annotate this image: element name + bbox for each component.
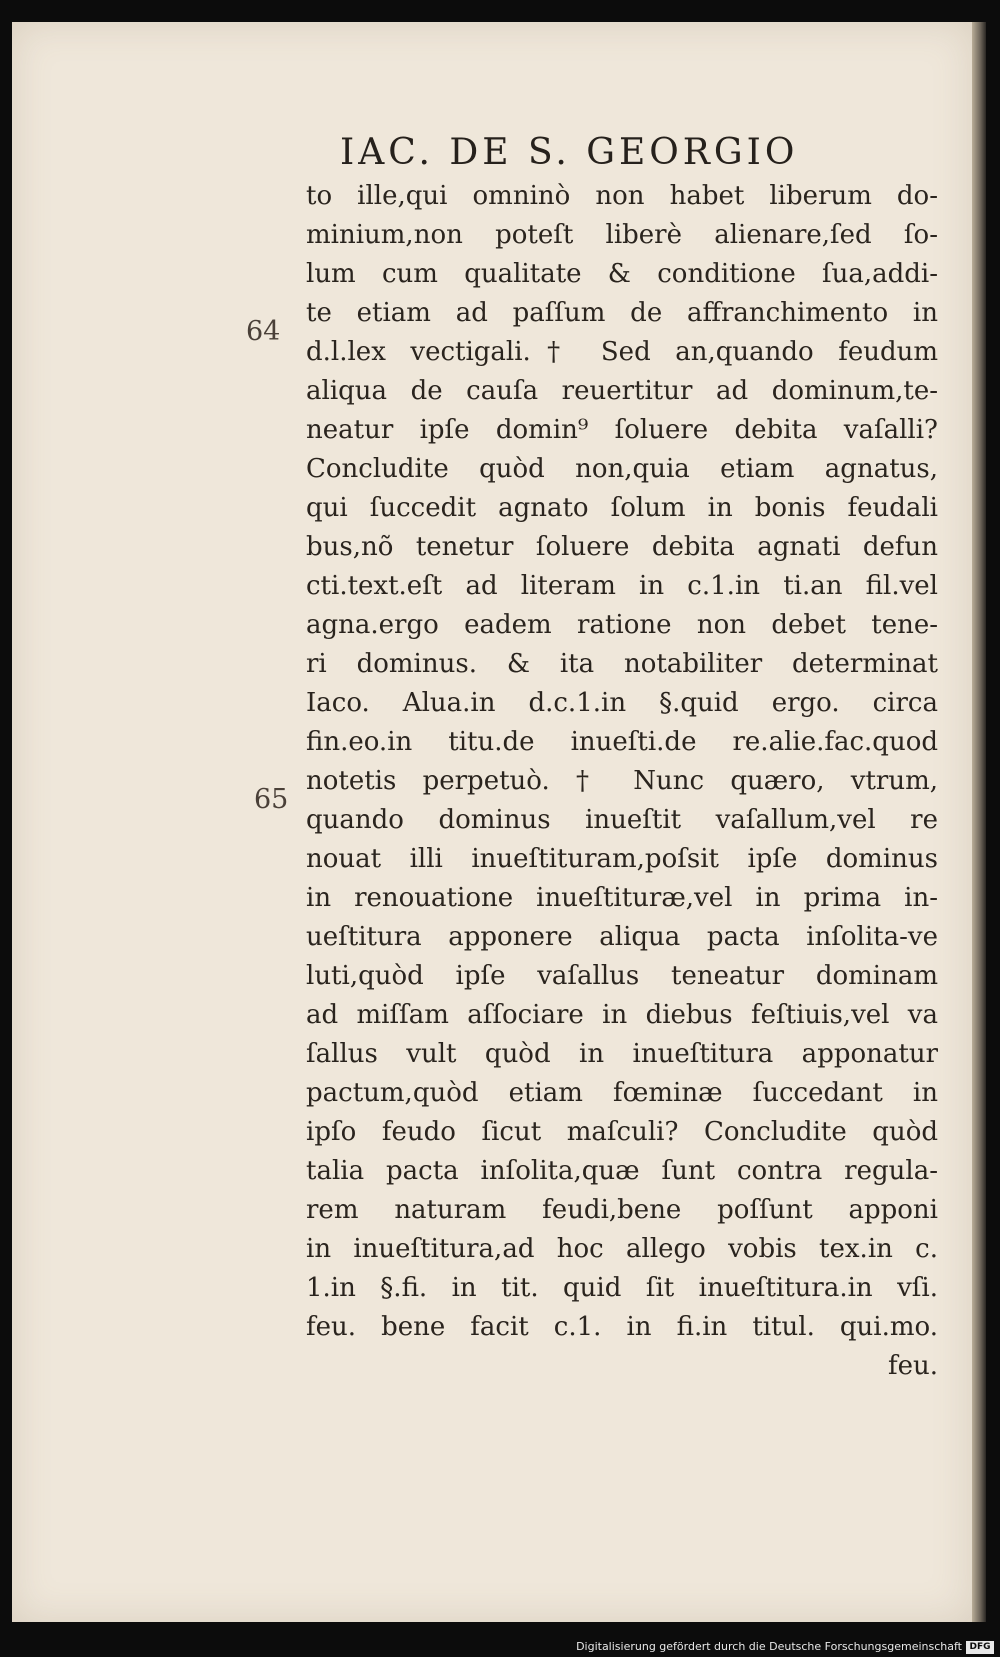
text-line: Iaco. Alua.in d.c.1.in §.quid ergo. circa (306, 688, 938, 718)
text-line: quando dominus inueſtit vaſallum,vel re (306, 805, 938, 835)
text-line: 1.in §.fi. in tit. quid ſit inueſtitura.in vſi. (306, 1273, 938, 1303)
text-line: cti.text.eſt ad literam in c.1.in ti.an fil.vel (306, 571, 938, 601)
text-line: minium,non poteſt liberè alienare,ſed ſo- (306, 220, 938, 250)
text-line: fin.eo.in titu.de inueſti.de re.alie.fac.quod (306, 727, 938, 757)
text-line: in inueſtitura,ad hoc allego vobis tex.in c. (306, 1234, 938, 1264)
text-line: to ille,qui omninò non habet liberum do- (306, 181, 938, 211)
text-line: te etiam ad paſſum de affranchimento in (306, 298, 938, 328)
text-line: ueſtitura apponere aliqua pacta inſolita-ve (306, 922, 938, 952)
text-line: lum cum qualitate & conditione ſua,addi- (306, 259, 938, 289)
text-line: ad miſſam aſſociare in diebus feſtiuis,vel va (306, 1000, 938, 1030)
text-line: bus,nõ tenetur ſoluere debita agnati defun (306, 532, 938, 562)
text-line: luti,quòd ipſe vaſallus teneatur dominam (306, 961, 938, 991)
text-line: rem naturam feudi,bene poſſunt apponi (306, 1195, 938, 1225)
text-line: notetis perpetuò. † Nunc quæro, vtrum, (306, 766, 938, 796)
text-line: d.l.lex vectigali.† Sed an,quando feudum (306, 337, 938, 367)
text-line: pactum,quòd etiam fœminæ ſuccedant in (306, 1078, 938, 1108)
margin-number-65: 65 (254, 784, 289, 815)
catchword: feu. (887, 1351, 938, 1381)
text-line: neatur ipſe domin⁹ ſoluere debita vaſalli? (306, 415, 938, 445)
text-line: Concludite quòd non,quia etiam agnatus, (306, 454, 938, 484)
text-line: ri dominus. & ita notabiliter determinat (306, 649, 938, 679)
text-line: talia pacta inſolita,quæ ſunt contra regula- (306, 1156, 938, 1186)
page-edge (972, 22, 986, 1622)
text-line: ipſo feudo ſicut maſculi? Concludite quòd (306, 1117, 938, 1147)
body-text (306, 177, 938, 1386)
margin-number-64: 64 (246, 316, 281, 347)
text-line: agna.ergo eadem ratione non debet tene- (306, 610, 938, 640)
text-line: ſallus vult quòd in inueſtitura apponatur (306, 1039, 938, 1069)
dfg-logo-icon: DFG (966, 1641, 994, 1654)
text-line: qui ſuccedit agnato ſolum in bonis feudali (306, 493, 938, 523)
funding-note: Digitalisierung gefördert durch die Deutsche Forschungsgemeinschaft (576, 1640, 962, 1653)
text-line: aliqua de cauſa reuertitur ad dominum,te- (306, 376, 938, 406)
text-line: in renouatione inueſtituræ,vel in prima in- (306, 883, 938, 913)
text-line: feu. bene facit c.1. in fi.in titul. qui.mo. (306, 1312, 938, 1342)
text-line: nouat illi inueſtituram,poſsit ipſe dominus (306, 844, 938, 874)
running-head: IAC. DE S. GEORGIO (340, 132, 799, 173)
